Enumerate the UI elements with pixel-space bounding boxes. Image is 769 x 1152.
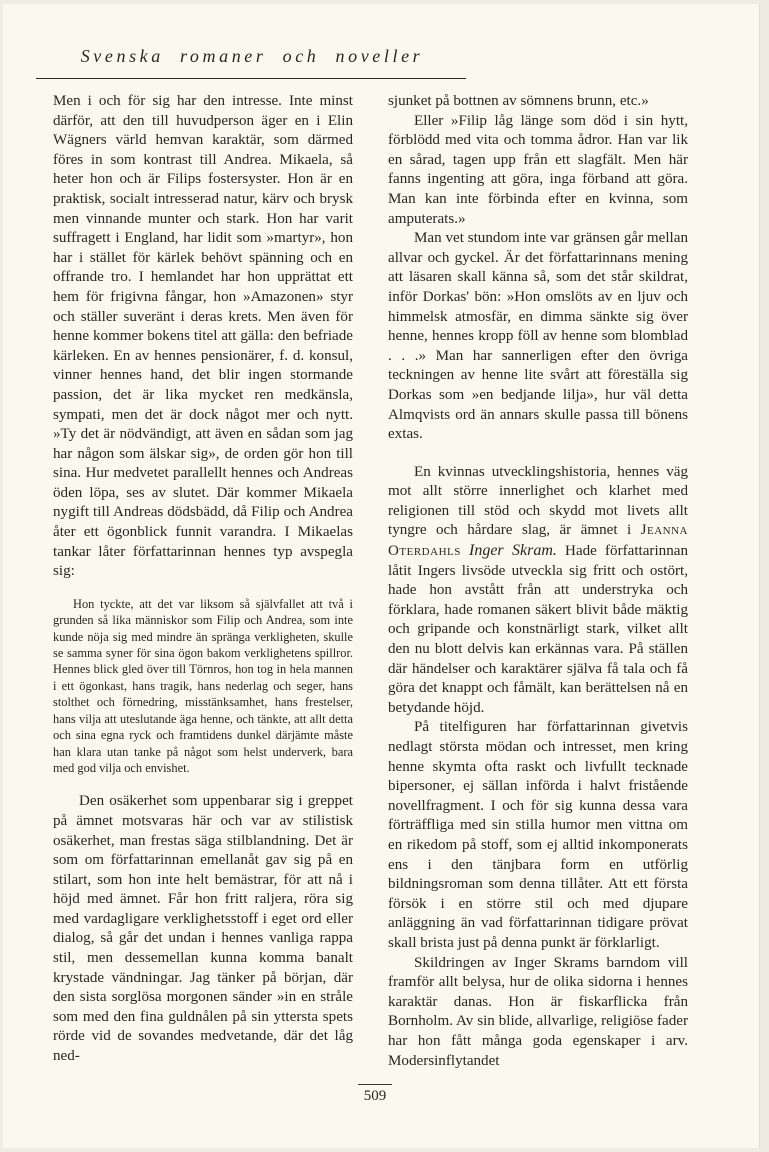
paragraph: Men i och för sig har den intresse. Inte minst därför, att den till huvudperson äger en i Elin Wägners värld hemvan karaktär, som därmed föres in som kontrast till Andrea. Mikaela, så heter hon och är Filips fostersyster. Hon är en praktisk, socialt intresserad natur, kärv och brysk men vinnande munter och stark. Hon har varit suffragett i England, har lidit som »martyr», hon har i stället för kärlek behövt spänning och en offrande tro. I hemlandet har hon upprättat ett hem för frigivna fångar, hon »Amazonen» styr och ställer suveränt i deras krets. Men även för henne kommer bokens titel att gälla: den befriade kärleken. En av hennes pensionärer, f. d. konsul, vinner hennes hand, det blir ingen stormande passion, det är lika mycket ren medkänsla, sympati, men det är dock något mer och nytt. »Ty det är nödvändigt, att även en sådan som jag har någon som älskar sig», de orden gör hon till sina. Hur medvetet parallellt hennes och Andreas öden löpa, ses av slutet. Där kommer Mikaela nygift till Andreas dödsbädd, då Filip och Andrea åter ett ögonblick funnit varandra. I Mikaelas tankar låter författarinnan hennes typ avspegla sig: (53, 93, 353, 580)
left-column (53, 92, 353, 1067)
folio-rule (358, 1084, 392, 1085)
running-title: Svenska romaner och noveller (80, 46, 424, 66)
block-quote: Hon tyckte, att det var liksom så självfallet att två i grunden så lika människor som Filip och Andrea, som inte kunde nöja sig med mindre än spränga verkligheten, skulle se samma syner för sina ögon bakom verklighetens spillror. Hennes blick gled över till Törnros, hon tog in hela mannen i ett ögonkast, hans tragik, hans nederlag och seger, hans stolthet och förnedring, misstänksamhet, hans frestelser, hans vilja att uteslutande äga henne, och tänkte, att allt detta och sina egna ryck och framtidens dunkel därjämte måste han klara utan tanke på något som helst underverk, bara med god vilja och envishet. (53, 596, 353, 775)
page-number: 509 (363, 1088, 387, 1104)
author-name: Jeanna Oterdahls (388, 522, 688, 560)
text: Hade författarinnan låtit Ingers livsöde utveckla sig fritt och ostört, hade hon avstått från att understryka och förklara, hade romanen säkert blivit både mäktig och gripande och konstnärligt stark, vilket allt den nu blott delvis kan erkännas vara. På ställen där händelser och karaktärer själva få tala och få göra det knappt och fåmält, kan berättelsen nå en betydande höjd. (388, 543, 688, 716)
text: En kvinnas utvecklingshistoria, hennes väg mot allt större innerlighet och klarhet med religionen till stöd och skydd mot livets allt tyngre och hårdare slag, är ämnet i (388, 463, 688, 539)
paragraph: Man vet stundom inte var gränsen går mellan allvar och gyckel. Är det författarinnans mening att läsaren skall känna så, som det står skildrat, inför Dorkas' bön: »Hon omslöts av en ljuv och himmelsk atmosfär, en dimma sänkte sig över henne, hennes kropp föll av henne som blomblad . . .» Man har sannerligen efter den övriga teckningen av henne lite svårt att föreställa sig Dorkas som »en bedjande lilja», hur väl detta Almqvists ord än annars skulle passa till bönens extas. (388, 230, 688, 443)
book-page (3, 4, 759, 1148)
right-column (388, 92, 688, 1071)
paragraph: sjunket på bottnen av sömnens brunn, etc.» (388, 93, 649, 109)
paragraph: Eller »Filip låg länge som död i sin hytt, förblödd med vita och tomma ådror. Han var lik en sårad, tagen upp från ett slagfält. Men här fanns ingenting att göra, inga förband att göra. Man kan inte förbinda efter en kvinna, som amputerats.» (388, 112, 688, 227)
book-title: Inger Skram. (469, 542, 557, 560)
paragraph: Skildringen av Inger Skrams barndom vill framför allt belysa, hur de olika sidorna i hennes karaktär danas. Hon är fiskarflicka från Bornholm. Av sin blide, allvarlige, religiöse fader har hon fått många goda egenskaper i arv. Modersinflytandet (388, 954, 688, 1069)
paragraph: Den osäkerhet som uppenbarar sig i greppet på ämnet motsvaras här och var av stilistisk osäkerhet, man frestas säga stilblandning. Det är som om författarinnan emellanåt gav sig på en stilart, som hon inte helt bemästrar, för att nå i höjd med ämnet. Får hon fritt raljera, röra sig med vardagligare verklighetsstoff i eget ord eller dialog, så går det undan i hennes vanliga rappa stil, men dessemellan kunna komma banalt krystade vändningar. Jag tänker på början, där den sista sorglösa morgonen sänder »in en stråle som med den fina guldnålen på sin yttersta spets rörde vid de sovandes medvetande, där det låg ned- (53, 793, 353, 1065)
header-rule (36, 78, 466, 79)
paragraph (388, 463, 688, 719)
paragraph: På titelfiguren har författarinnan givetvis nedlagt största mödan och intresset, men kring henne skymta ofta raskt och livfullt tecknade bipersoner, ej sällan införda i halvt fristående novellfragment. I och för sig kunna dessa vara förträffliga med sin stilla humor men vittna om en rikedom på stoff, som ej alltid inkomponerats ens i den tänjbara form en utförlig bildningsroman som denna tillåter. Att ett första försök i en större stil och med djupare anläggning än vad författarinnan tidigare prövat skall brista just på denna punkt är förklarligt. (388, 719, 688, 951)
